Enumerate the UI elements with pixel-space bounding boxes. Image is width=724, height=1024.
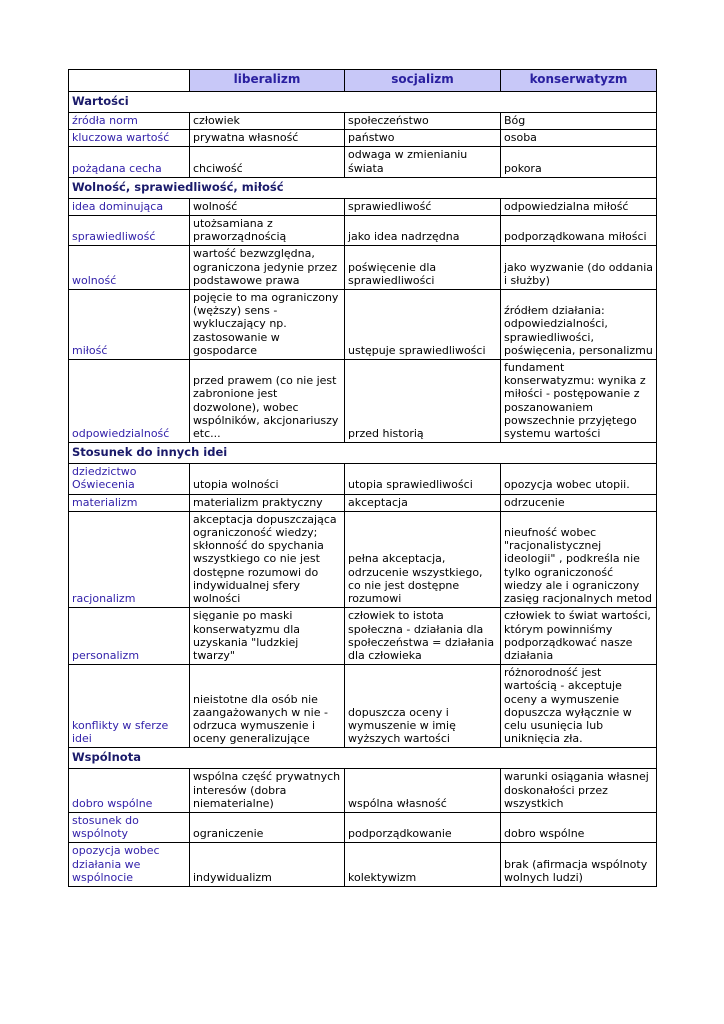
cell-konserwatyzm: człowiek to świat wartości, którym powinniśmy podporządkować nasze działania (501, 608, 657, 665)
cell-konserwatyzm: warunki osiągania własnej doskonałości przez wszystkich (501, 769, 657, 813)
cell-konserwatyzm: różnorodność jest wartością - akceptuje oceny a wymuszenie dopuszcza wyłącznie w celu usunięcia lub uniknięcia zła. (501, 665, 657, 748)
cell-socjalizm: podporządkowanie (345, 812, 501, 842)
table-row (69, 843, 657, 887)
cell-liberalizm: materializm praktyczny (190, 494, 345, 511)
cell-konserwatyzm: podporządkowana miłości (501, 216, 657, 246)
cell-konserwatyzm: dobro wspólne (501, 812, 657, 842)
cell-socjalizm: ustępuje sprawiedliwości (345, 290, 501, 360)
cell-socjalizm: utopia sprawiedliwości (345, 464, 501, 494)
cell-socjalizm: społeczeństwo (345, 113, 501, 130)
table-row (69, 608, 657, 665)
cell-konserwatyzm: odpowiedzialna miłość (501, 198, 657, 215)
cell-liberalizm: indywidualizm (190, 843, 345, 887)
row-label: wolność (69, 246, 190, 290)
table-row (69, 511, 657, 607)
row-label: racjonalizm (69, 511, 190, 607)
cell-liberalizm: sięganie po maski konserwatyzmu dla uzyskania "ludzkiej twarzy" (190, 608, 345, 665)
row-label: stosunek do wspólnoty (69, 812, 190, 842)
table-row (69, 130, 657, 147)
table-row (69, 147, 657, 177)
cell-konserwatyzm: brak (afirmacja wspólnoty wolnych ludzi) (501, 843, 657, 887)
cell-konserwatyzm: fundament konserwatyzmu: wynika z miłości - postępowanie z poszanowaniem powszechnie przyjętego systemu wartości (501, 360, 657, 443)
table-row (69, 494, 657, 511)
cell-konserwatyzm: odrzucenie (501, 494, 657, 511)
cell-socjalizm: człowiek to istota społeczna - działania dla społeczeństwa = działania dla człowieka (345, 608, 501, 665)
section-stosunek: Stosunek do innych idei (69, 443, 657, 464)
row-label: pożądana cecha (69, 147, 190, 177)
cell-socjalizm: odwaga w zmienianiu świata (345, 147, 501, 177)
cell-socjalizm: wspólna własność (345, 769, 501, 813)
table-row (69, 464, 657, 494)
row-label: materializm (69, 494, 190, 511)
cell-socjalizm: sprawiedliwość (345, 198, 501, 215)
cell-konserwatyzm: jako wyzwanie (do oddania i służby) (501, 246, 657, 290)
cell-konserwatyzm: nieufność wobec "racjonalistycznej ideologii" , podkreśla nie tylko ograniczoność wiedzy ale i ograniczony zasięg racjonalnych metod (501, 511, 657, 607)
table-row (69, 812, 657, 842)
cell-socjalizm: przed historią (345, 360, 501, 443)
cell-liberalizm: nieistotne dla osób nie zaangażowanych w nie - odrzuca wymuszenie i oceny generalizujące (190, 665, 345, 748)
row-label: dobro wspólne (69, 769, 190, 813)
row-label: sprawiedliwość (69, 216, 190, 246)
table-row (69, 665, 657, 748)
table-row (69, 246, 657, 290)
row-label: konflikty w sferze idei (69, 665, 190, 748)
cell-socjalizm: pełna akceptacja, odrzucenie wszystkiego, co nie jest dostępne rozumowi (345, 511, 501, 607)
cell-liberalizm: utożsamiana z praworządnością (190, 216, 345, 246)
cell-socjalizm: dopuszcza oceny i wymuszenie w imię wyższych wartości (345, 665, 501, 748)
cell-socjalizm: państwo (345, 130, 501, 147)
row-label: odpowiedzialność (69, 360, 190, 443)
section-wspolnota: Wspólnota (69, 748, 657, 769)
row-label: idea dominująca (69, 198, 190, 215)
cell-socjalizm: akceptacja (345, 494, 501, 511)
cell-konserwatyzm: opozycja wobec utopii. (501, 464, 657, 494)
table-row (69, 769, 657, 813)
row-label: miłość (69, 290, 190, 360)
cell-liberalizm: przed prawem (co nie jest zabronione jest dozwolone), wobec wspólników, akcjonariuszy etc... (190, 360, 345, 443)
row-label: źródła norm (69, 113, 190, 130)
cell-socjalizm: poświęcenie dla sprawiedliwości (345, 246, 501, 290)
cell-liberalizm: wspólna część prywatnych interesów (dobra niematerialne) (190, 769, 345, 813)
cell-socjalizm: kolektywizm (345, 843, 501, 887)
table-row (69, 216, 657, 246)
cell-liberalizm: chciwość (190, 147, 345, 177)
cell-konserwatyzm: Bóg (501, 113, 657, 130)
header-konserwatyzm: konserwatyzm (501, 70, 657, 92)
section-wartosci: Wartości (69, 92, 657, 113)
cell-liberalizm: akceptacja dopuszczająca ograniczoność wiedzy; skłonność do spychania wszystkiego co nie jest dostępne rozumowi do indywidualnej sfery wolności (190, 511, 345, 607)
cell-socjalizm: jako idea nadrzędna (345, 216, 501, 246)
ideologies-comparison-table (68, 69, 657, 887)
cell-konserwatyzm: źródłem działania: odpowiedzialności, sprawiedliwości, poświęcenia, personalizmu (501, 290, 657, 360)
cell-konserwatyzm: osoba (501, 130, 657, 147)
header-row (69, 70, 657, 92)
table-row (69, 113, 657, 130)
table-row (69, 198, 657, 215)
cell-liberalizm: pojęcie to ma ograniczony (węższy) sens - wykluczający np. zastosowanie w gospodarce (190, 290, 345, 360)
header-liberalizm: liberalizm (190, 70, 345, 92)
cell-liberalizm: wartość bezwzględna, ograniczona jedynie przez podstawowe prawa (190, 246, 345, 290)
row-label: dziedzictwo Oświecenia (69, 464, 190, 494)
row-label: kluczowa wartość (69, 130, 190, 147)
cell-liberalizm: wolność (190, 198, 345, 215)
row-label: opozycja wobec działania we wspólnocie (69, 843, 190, 887)
cell-liberalizm: ograniczenie (190, 812, 345, 842)
table-row (69, 290, 657, 360)
section-wolnosc: Wolność, sprawiedliwość, miłość (69, 177, 657, 198)
cell-liberalizm: prywatna własność (190, 130, 345, 147)
header-socjalizm: socjalizm (345, 70, 501, 92)
cell-konserwatyzm: pokora (501, 147, 657, 177)
cell-liberalizm: utopia wolności (190, 464, 345, 494)
row-label: personalizm (69, 608, 190, 665)
header-corner (69, 70, 190, 92)
table-row (69, 360, 657, 443)
cell-liberalizm: człowiek (190, 113, 345, 130)
